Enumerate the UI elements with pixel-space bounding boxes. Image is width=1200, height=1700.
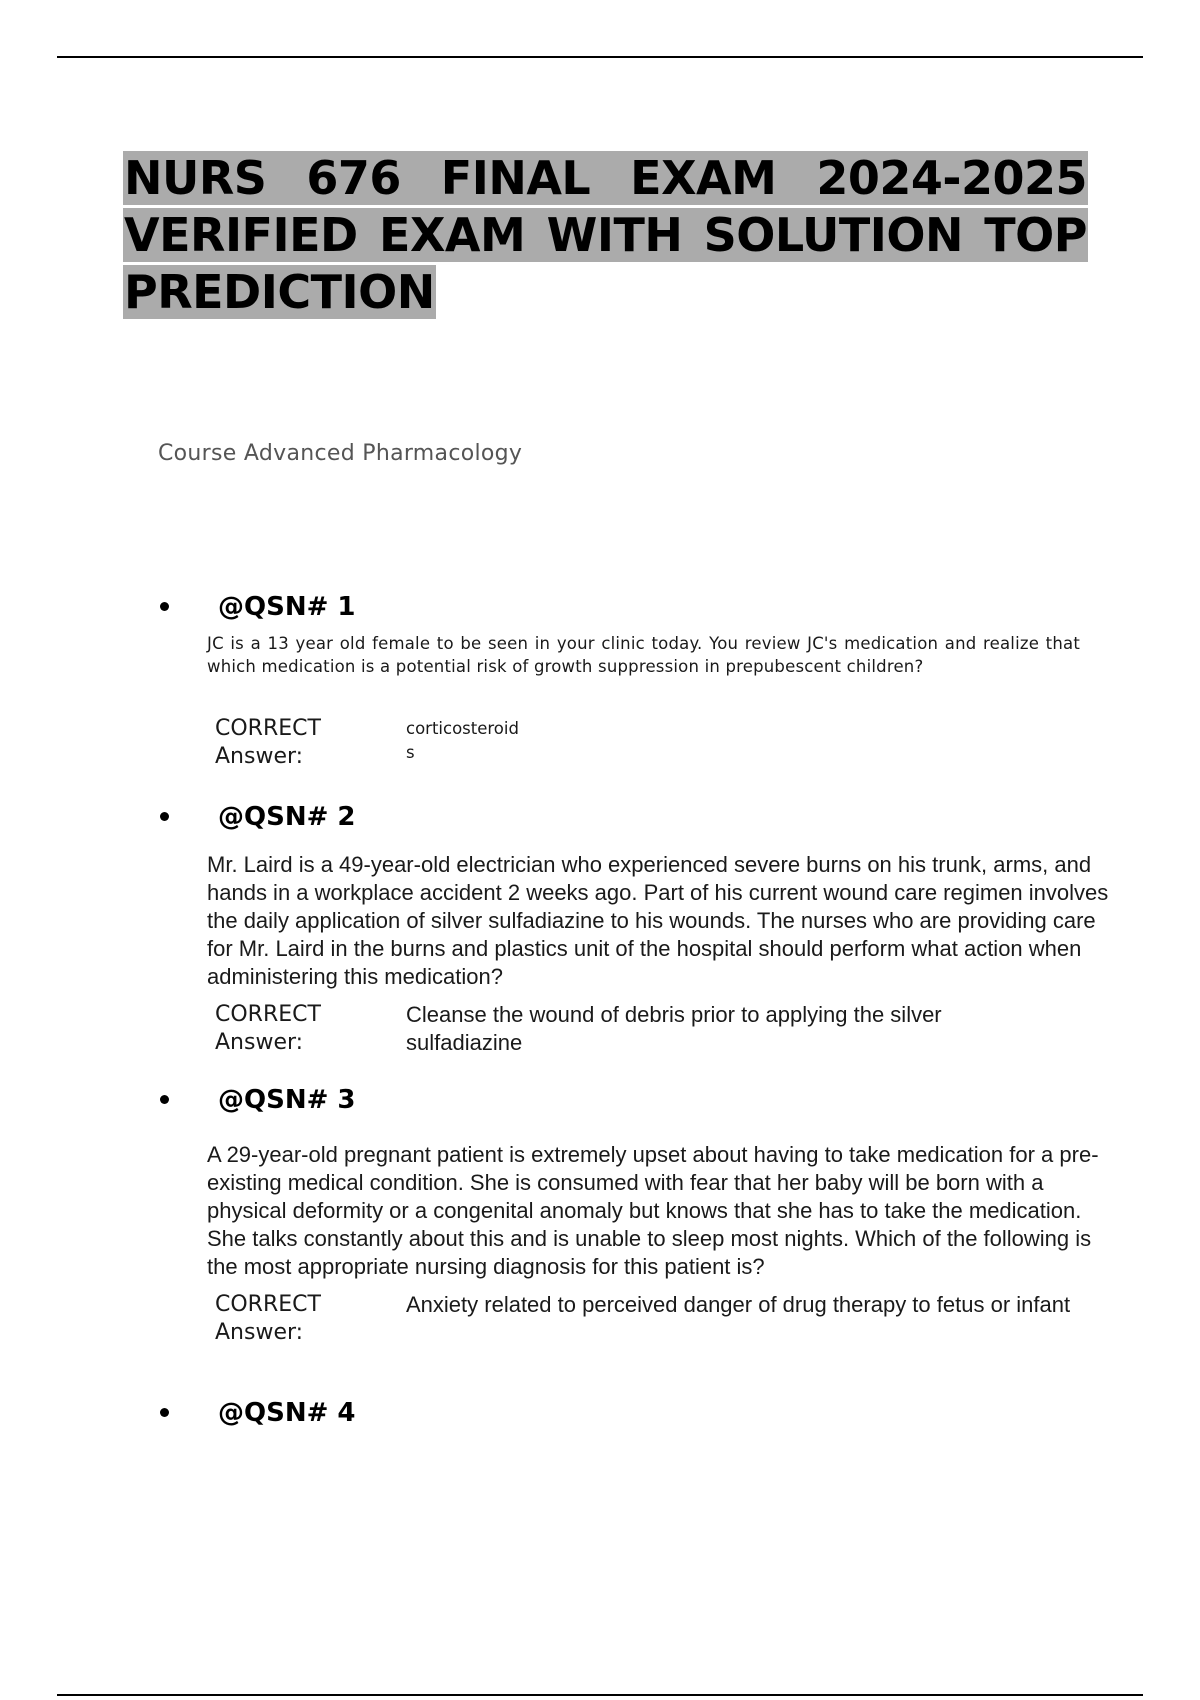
bullet-icon bbox=[160, 812, 169, 821]
question-header bbox=[160, 592, 1120, 632]
bullet-icon bbox=[160, 1408, 169, 1417]
question-header bbox=[160, 1398, 1120, 1438]
question-number: @QSN# 2 bbox=[218, 802, 356, 832]
question-text: JC is a 13 year old female to be seen in your clinic today. You review JC's medication and realize that which medication is a potential risk of growth suppression in prepubescent children? bbox=[207, 634, 1080, 676]
question-number: @QSN# 1 bbox=[218, 592, 356, 622]
question-3 bbox=[160, 1085, 1120, 1351]
answer-value: Cleanse the wound of debris prior to applying the silver sulfadiazine bbox=[406, 1002, 942, 1055]
answer-label: CORRECT Answer: bbox=[215, 716, 321, 769]
answer-label: CORRECT Answer: bbox=[215, 1292, 321, 1345]
answer-value: Anxiety related to perceived danger of drug therapy to fetus or infant bbox=[406, 1292, 1071, 1317]
question-header bbox=[160, 1085, 1120, 1125]
question-number: @QSN# 4 bbox=[218, 1398, 356, 1428]
question-4 bbox=[160, 1398, 1120, 1438]
top-rule bbox=[57, 56, 1143, 58]
answer-row bbox=[215, 715, 1120, 775]
course-name: Course Advanced Pharmacology bbox=[158, 441, 523, 466]
answer-row bbox=[215, 1291, 1120, 1351]
answer-row bbox=[215, 1001, 1120, 1061]
question-text: A 29-year-old pregnant patient is extremely upset about having to take medication for a pre-existing medical condition. She is consumed with fear that her baby will be born with a physical deformity or a congenital anomaly but knows that she has to take the medication. She talks constantly about this and is unable to sleep most nights. Which of the following is the most appropriate nursing diagnosis for this patient is? bbox=[207, 1142, 1099, 1279]
document-title: NURS 676 FINAL EXAM 2024-2025 VERIFIED EXAM WITH SOLUTION TOP PREDICTION bbox=[124, 151, 1087, 319]
question-1 bbox=[160, 592, 1120, 775]
question-2 bbox=[160, 802, 1120, 1061]
bullet-icon bbox=[160, 1095, 169, 1104]
question-header bbox=[160, 802, 1120, 842]
question-number: @QSN# 3 bbox=[218, 1085, 356, 1115]
question-text: Mr. Laird is a 49-year-old electrician who experienced severe burns on his trunk, arms, and hands in a workplace accident 2 weeks ago. Part of his current wound care regimen involves the daily application of silver sulfadiazine to his wounds. The nurses who are providing care for Mr. Laird in the burns and plastics unit of the hospital should perform what action when administering this medication? bbox=[207, 852, 1109, 989]
answer-label: CORRECT Answer: bbox=[215, 1002, 321, 1055]
bullet-icon bbox=[160, 602, 169, 611]
bottom-rule bbox=[57, 1694, 1143, 1696]
answer-value: corticosteroids bbox=[406, 719, 519, 762]
